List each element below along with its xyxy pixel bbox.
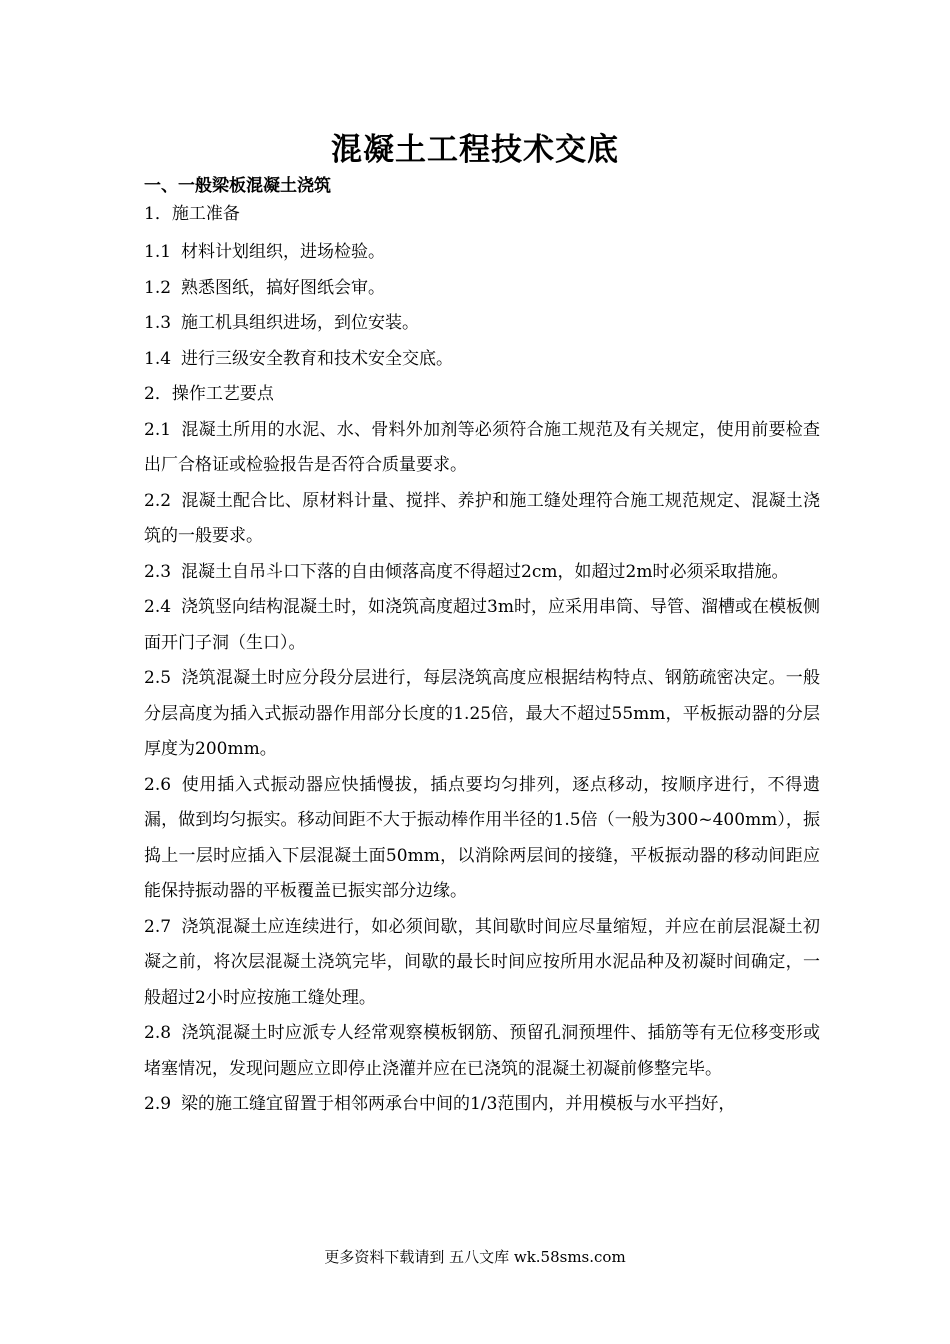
- prep-item: [144, 342, 820, 378]
- item-text: 浇筑竖向结构混凝土时，如浇筑高度超过3m时，应采用串筒、导管、溜槽或在模板侧面开门子洞（生口）。: [144, 597, 820, 653]
- item-number: 2.4: [144, 597, 172, 617]
- item-text: 浇筑混凝土时应分段分层进行，每层浇筑高度应根据结构特点、钢筋疏密决定。一般分层高度为插入式振动器作用部分长度的1.25倍，最大不超过55mm，平板振动器的分层厚度为200mm。: [144, 668, 820, 759]
- process-item: [144, 661, 820, 768]
- prep-item: [144, 271, 820, 307]
- item-number: 2.6: [144, 774, 172, 795]
- document-body: [144, 172, 820, 1123]
- item-text: 材料计划组织，进场检验。: [181, 242, 386, 262]
- item-number: 1.1: [144, 242, 172, 262]
- process-item: [144, 555, 820, 591]
- item-text: 混凝土所用的水泥、水、骨料外加剂等必须符合施工规范及有关规定，使用前要检查出厂合格证或检验报告是否符合质量要求。: [144, 419, 820, 475]
- item-text: 梁的施工缝宜留置于相邻两承台中间的1/3范围内，并用模板与水平挡好，: [181, 1094, 736, 1114]
- item-number: 2.2: [144, 490, 172, 511]
- process-item: [144, 1016, 820, 1087]
- process-item: [144, 1087, 820, 1123]
- item-number: 2.9: [144, 1094, 172, 1114]
- item-number: 2.3: [144, 561, 172, 582]
- item-text: 进行三级安全教育和技术安全交底。: [181, 348, 454, 369]
- process-heading: 2．操作工艺要点: [144, 384, 274, 404]
- process-item: [144, 910, 820, 1017]
- item-text: 浇筑混凝土时应派专人经常观察模板钢筋、预留孔洞预埋件、插筋等有无位移变形或堵塞情况，发现问题应立即停止浇灌并应在已浇筑的混凝土初凝前修整完毕。: [144, 1023, 820, 1079]
- prep-item: [144, 306, 820, 342]
- item-text: 混凝土配合比、原材料计量、搅拌、养护和施工缝处理符合施工规范规定、混凝土浇筑的一般要求。: [144, 490, 820, 546]
- process-item: [144, 590, 820, 661]
- footer-download-note: 更多资料下载请到 五八文库 wk.58sms.com: [324, 1248, 626, 1266]
- prep-item: [144, 235, 820, 271]
- item-number: 2.1: [144, 419, 172, 440]
- item-text: 使用插入式振动器应快插慢拔，插点要均匀排列，逐点移动，按顺序进行，不得遗漏，做到均匀振实。移动间距不大于振动棒作用半径的1.5倍（一般为300~400mm），振捣上一层时应插入下层混凝土面50mm，以消除两层间的接缝，平板振动器的移动间距应能保持振动器的平板覆盖已振实部分边缘。: [144, 774, 820, 901]
- item-number: 1.2: [144, 277, 172, 298]
- section-heading: 一、一般梁板混凝土浇筑: [144, 176, 331, 196]
- document-title: 混凝土工程技术交底: [331, 132, 619, 168]
- item-number: 1.4: [144, 348, 172, 369]
- item-number: 2.5: [144, 668, 172, 688]
- item-text: 混凝土自吊斗口下落的自由倾落高度不得超过2cm，如超过2m时必须采取措施。: [181, 561, 789, 582]
- process-item: [144, 484, 820, 555]
- item-number: 1.3: [144, 313, 172, 333]
- item-number: 2.8: [144, 1023, 172, 1043]
- item-text: 熟悉图纸，搞好图纸会审。: [181, 277, 386, 298]
- process-item: [144, 413, 820, 484]
- item-text: 施工机具组织进场，到位安装。: [181, 313, 420, 333]
- process-item: [144, 768, 820, 910]
- item-text: 浇筑混凝土应连续进行，如必须间歇，其间歇时间应尽量缩短，并应在前层混凝土初凝之前，将次层混凝土浇筑完毕，间歇的最长时间应按所用水泥品种及初凝时间确定，一般超过2小时应按施工缝处理。: [144, 916, 820, 1008]
- prep-heading: 1．施工准备: [144, 204, 240, 224]
- item-number: 2.7: [144, 916, 172, 937]
